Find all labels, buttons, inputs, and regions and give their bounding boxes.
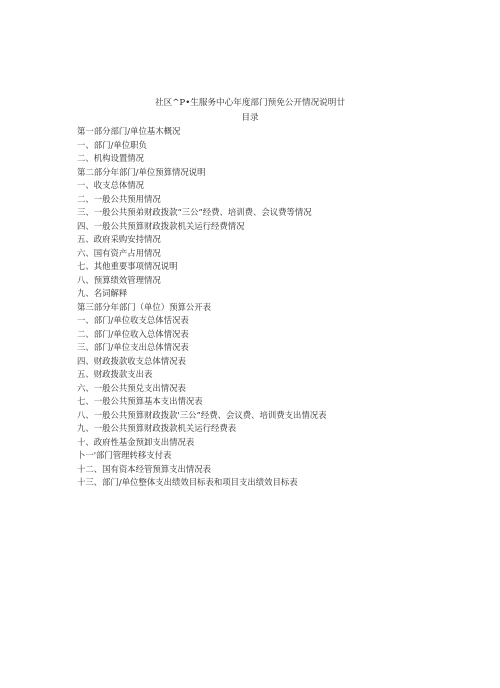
toc-item: 九、一般公共预算财政拨款机关运行经费表 <box>77 423 237 433</box>
toc-item: 四、财政拨款收支总体情况表 <box>77 355 186 366</box>
toc-item: 二、机构设置情况 <box>77 153 144 163</box>
toc-item: 第三部分年部门（单位）预算公开表 <box>77 301 211 312</box>
toc-item: 八、预算绩效管理情况 <box>77 274 161 285</box>
toc-item: 五、政府采购安持情况 <box>77 234 161 244</box>
toc-item: 第一部分部门/单位基木概况 <box>77 126 181 136</box>
toc-item: 十、政府性基金预卸支出情况表 <box>77 436 195 447</box>
toc-item: 卜一'部门管理转移支付表 <box>77 450 172 460</box>
toc-item: 三、部门/单位支出总体情况表 <box>77 342 189 352</box>
toc-item: 六、一般公共预兑支出情况表 <box>77 382 186 393</box>
toc-heading: 目录 <box>241 113 259 123</box>
toc-item: 七、一般公共预算基本支出情况表 <box>77 396 203 406</box>
table-of-contents <box>77 125 457 490</box>
toc-item: 二、部门/单位收入总体情况表 <box>77 328 189 339</box>
toc-item: 四、一般公共预算财政拨款机关运行经费情况 <box>77 220 245 231</box>
toc-item: 九、名词解释 <box>77 288 128 298</box>
toc-item: 五、财政拨款支出表 <box>77 369 153 379</box>
toc-item: 七、其他重要事项情况说明 <box>77 261 178 271</box>
toc-item: 三、一般公共预弟财政拨款“三公”经费、培训费、会议费等情况 <box>77 207 312 217</box>
toc-item: 二、一般公共预用情况 <box>77 193 161 204</box>
toc-item: 一、部门/单位收支总体恬况表 <box>77 315 189 325</box>
toc-item: 一、部门/单位职负 <box>77 139 147 150</box>
toc-item: 十三、部门/单位整体支出绩效目标表和项目支出绩效目标表 <box>77 477 298 487</box>
toc-item: 一、收支总体情况 <box>77 180 144 190</box>
toc-item: 十二、国有资本经管预算支出情况表 <box>77 463 211 474</box>
toc-item: 第二部分年部门/单位预算情况说明 <box>77 166 206 177</box>
document-title: 社区^P•生服务中心年度部门预免公开情况说明廿 <box>155 98 345 108</box>
toc-item: 六、国有资产占用情况 <box>77 247 161 258</box>
toc-item: 八、一般公共预算财政拨款'三公”经费、会议费、培训费支出情况表 <box>77 409 327 420</box>
